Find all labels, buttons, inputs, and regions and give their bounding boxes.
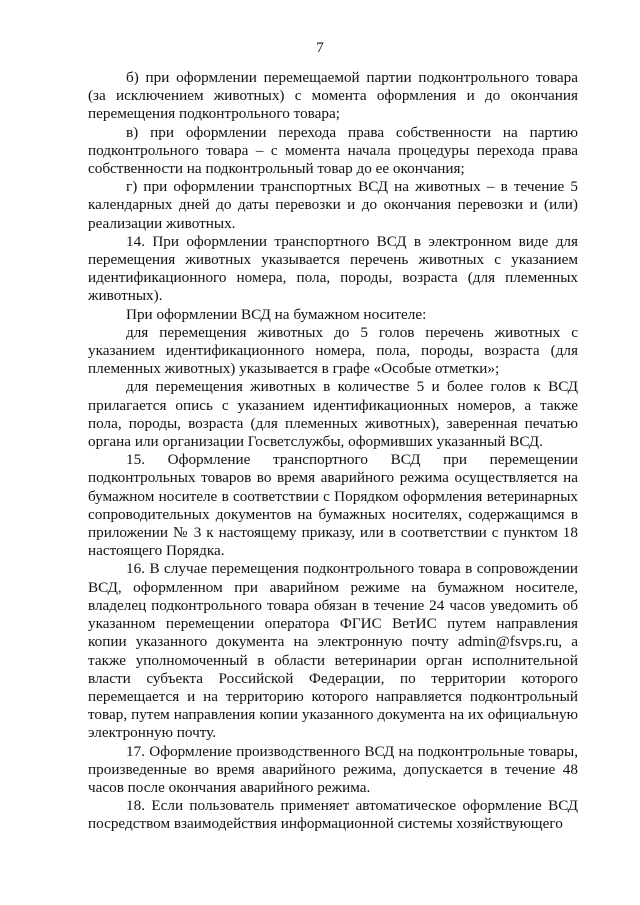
paragraph-16: 16. В случае перемещения подконтрольного товара в сопровождении ВСД, оформленном при аварийном режиме на бумажном носителе, владелец подконтрольного товара обязан в течение 24 часов уведомить об указанном перемещении оператора ФГИС ВетИС путем направления копии указанного документа на электронную почту admin@fsvps.ru, а также уполномоченный в области ветеринарии орган исполнительной власти субъекта Российской Федерации, по территории которого перемещается и на территорию которого направляется подконтрольный товар, путем направления копии указанного документа на их официальную электронную почту. (88, 560, 578, 742)
paragraph-17: 17. Оформление производственного ВСД на подконтрольные товары, произведенные во время аварийного режима, допускается в течение 48 часов после окончания аварийного режима. (88, 742, 578, 796)
paragraph-paper-intro: При оформлении ВСД на бумажном носителе: (126, 305, 427, 323)
paragraph-b: б) при оформлении перемещаемой партии подконтрольного товара (за исключением животных) с момента оформления и до окончания перемещения подконтрольного товара; (88, 69, 578, 123)
page-number: 7 (316, 40, 324, 56)
paragraph-v: в) при оформлении перехода права собственности на партию подконтрольного товара – с момента начала процедуры перехода права собственности на подконтрольный товар до ее окончания; (88, 123, 578, 178)
paragraph-5-or-more: для перемещения животных в количестве 5 и более голов к ВСД прилагается опись с указанием идентификационных номеров, а также пола, породы, возраста (для племенных животных), заверенная печатью органа или организации Госветслужбы, оформивших указанный ВСД. (88, 378, 578, 451)
paragraph-g: г) при оформлении транспортных ВСД на животных – в течение 5 календарных дней до даты перевозки и до окончания перевозки и (или) реализации животных. (88, 178, 578, 232)
paragraph-14: 14. При оформлении транспортного ВСД в электронном виде для перемещения животных указывается перечень животных с указанием идентификационного номера, пола, породы, возраста (для племенных животных). (88, 232, 578, 305)
paragraph-18: 18. Если пользователь применяет автоматическое оформление ВСД посредством взаимодействия информационной системы хозяйствующего (88, 797, 578, 833)
paragraph-up-to-5: для перемещения животных до 5 голов перечень животных с указанием идентификационного номера, пола, породы, возраста (для племенных животных) указывается в графе «Особые отметки»; (88, 323, 578, 378)
document-body (88, 69, 578, 834)
paragraph-15: 15. Оформление транспортного ВСД при перемещении подконтрольных товаров во время аварийного режима осуществляется на бумажном носителе в соответствии с Порядком оформления ветеринарных сопроводительных документов на бумажных носителях, содержащимся в приложении № 3 к настоящему приказу, или в соответствии с пунктом 18 настоящего Порядка. (88, 451, 578, 560)
